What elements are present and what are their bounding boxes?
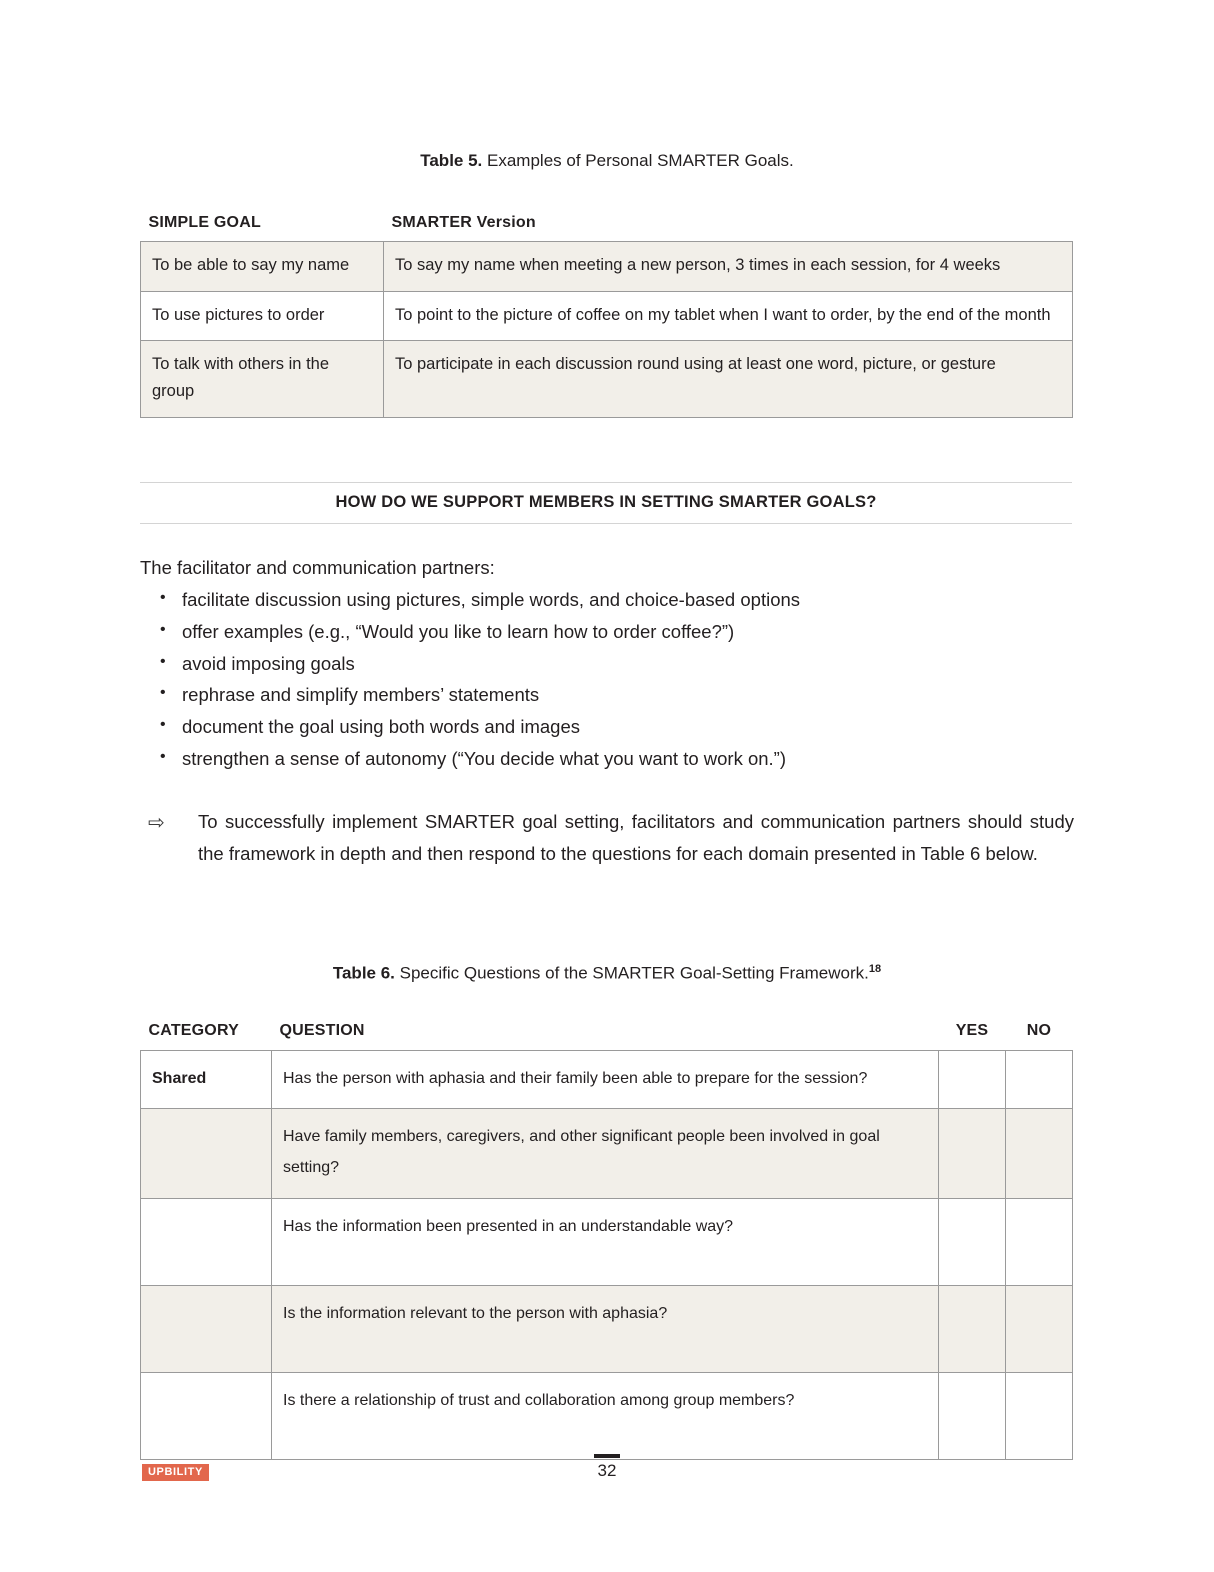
table5-col-header-smarter-version: SMARTER Version (391, 214, 536, 231)
table6-caption (0, 962, 1214, 985)
table5-cell-simple-goal: To talk with others in the group (141, 341, 384, 417)
list-item (140, 743, 1072, 775)
bullet-icon: • (160, 684, 166, 702)
table5-cell-smarter-version: To participate in each discussion round using at least one word, picture, or gesture (384, 341, 1073, 417)
table6-cell-yes-checkbox[interactable] (939, 1285, 1006, 1372)
list-item-label: facilitate discussion using pictures, simple words, and choice-based options (182, 589, 801, 610)
table-row (141, 242, 1073, 292)
table5-caption (0, 150, 1214, 172)
list-item-label: strengthen a sense of autonomy (“You decide what you want to work on.”) (182, 748, 786, 770)
table5-caption-text: Examples of Personal SMARTER Goals. (482, 151, 794, 170)
section-heading: HOW DO WE SUPPORT MEMBERS IN SETTING SMARTER GOALS? (140, 482, 1072, 524)
list-item-label: offer examples (e.g., “Would you like to learn how to order coffee?”) (182, 620, 735, 642)
table-row (141, 1372, 1073, 1459)
table6-cell-no-checkbox[interactable] (1006, 1198, 1073, 1285)
table5-cell-smarter-version: To point to the picture of coffee on my tablet when I want to order, by the end of the month (384, 291, 1073, 341)
table-row (141, 341, 1073, 417)
table6-cell-no-checkbox[interactable] (1006, 1109, 1073, 1198)
table6-caption-text: Specific Questions of the SMARTER Goal-Setting Framework. (394, 963, 869, 983)
table-personal-smarter-goals (140, 214, 1073, 418)
table5-cell-simple-goal: To use pictures to order (141, 291, 384, 341)
table5-col-header-simple-goal: SIMPLE GOAL (148, 214, 261, 231)
page-number-rule (594, 1454, 620, 1458)
table6-cell-yes-checkbox[interactable] (939, 1198, 1006, 1285)
bullet-icon: • (160, 620, 166, 638)
list-item-label: rephrase and simplify members’ statements (182, 684, 540, 706)
list-item (140, 648, 1072, 680)
table-row (141, 1109, 1073, 1198)
table6-cell-no-checkbox[interactable] (1006, 1372, 1073, 1459)
table6-cell-category (141, 1285, 272, 1372)
table6-cell-category (141, 1198, 272, 1285)
table6-cell-category (141, 1372, 272, 1459)
table6-cell-question: Is the information relevant to the person with aphasia? (272, 1285, 939, 1372)
table6-col-header-question: QUESTION (279, 1022, 365, 1039)
callout-note (148, 806, 1074, 870)
table5-cell-smarter-version: To say my name when meeting a new person, 3 times in each session, for 4 weeks (384, 242, 1073, 292)
table-row (141, 1198, 1073, 1285)
table6-cell-category (141, 1109, 272, 1198)
table6-cell-question: Has the information been presented in an understandable way? (272, 1198, 939, 1285)
table6-col-header-yes: YES (955, 1022, 989, 1039)
table6-header-row (141, 1022, 1073, 1051)
table6-cell-yes-checkbox[interactable] (939, 1051, 1006, 1109)
table6-cell-question: Has the person with aphasia and their family been able to prepare for the session? (272, 1051, 939, 1109)
list-item (140, 584, 1072, 616)
table6-cell-yes-checkbox[interactable] (939, 1372, 1006, 1459)
table6-col-header-no: NO (1026, 1022, 1052, 1039)
section-intro-text: The facilitator and communication partners: (140, 557, 495, 578)
table-row (141, 1051, 1073, 1109)
table6-cell-question: Have family members, caregivers, and other significant people been involved in goal setting? (272, 1109, 939, 1198)
table6-cell-yes-checkbox[interactable] (939, 1109, 1006, 1198)
table6-col-header-category: CATEGORY (148, 1022, 239, 1039)
list-item-label: document the goal using both words and images (182, 716, 581, 738)
table5-cell-simple-goal: To be able to say my name (141, 242, 384, 292)
table5-caption-label: Table 5. (420, 151, 483, 170)
table-row (141, 1285, 1073, 1372)
table6-caption-footnote-ref: 18 (868, 963, 882, 975)
page-number-value: 32 (597, 1461, 617, 1480)
support-bullet-list (140, 584, 1072, 775)
bullet-icon: • (160, 748, 166, 766)
list-item-label: avoid imposing goals (182, 652, 355, 674)
table6-cell-no-checkbox[interactable] (1006, 1285, 1073, 1372)
list-item (140, 616, 1072, 648)
table-row (141, 291, 1073, 341)
page-number (0, 1454, 1214, 1481)
bullet-icon: • (160, 589, 166, 606)
table-smarter-framework-questions (140, 1022, 1073, 1460)
bullet-icon: • (160, 652, 166, 670)
table6-cell-category: Shared (141, 1051, 272, 1109)
table6-cell-question: Is there a relationship of trust and collaboration among group members? (272, 1372, 939, 1459)
list-item (140, 711, 1072, 743)
arrow-right-icon: ⇨ (148, 812, 165, 834)
table5-header-row (141, 214, 1073, 242)
bullet-icon: • (160, 716, 166, 734)
list-item (140, 679, 1072, 711)
table6-caption-label: Table 6. (332, 963, 395, 983)
callout-note-text: To successfully implement SMARTER goal setting, facilitators and communication partners should study the framework in depth and then respond to the questions for each domain presented in Table 6 below. (198, 811, 1074, 864)
upbility-logo: UPBILITY (142, 1464, 209, 1481)
table6-cell-no-checkbox[interactable] (1006, 1051, 1073, 1109)
